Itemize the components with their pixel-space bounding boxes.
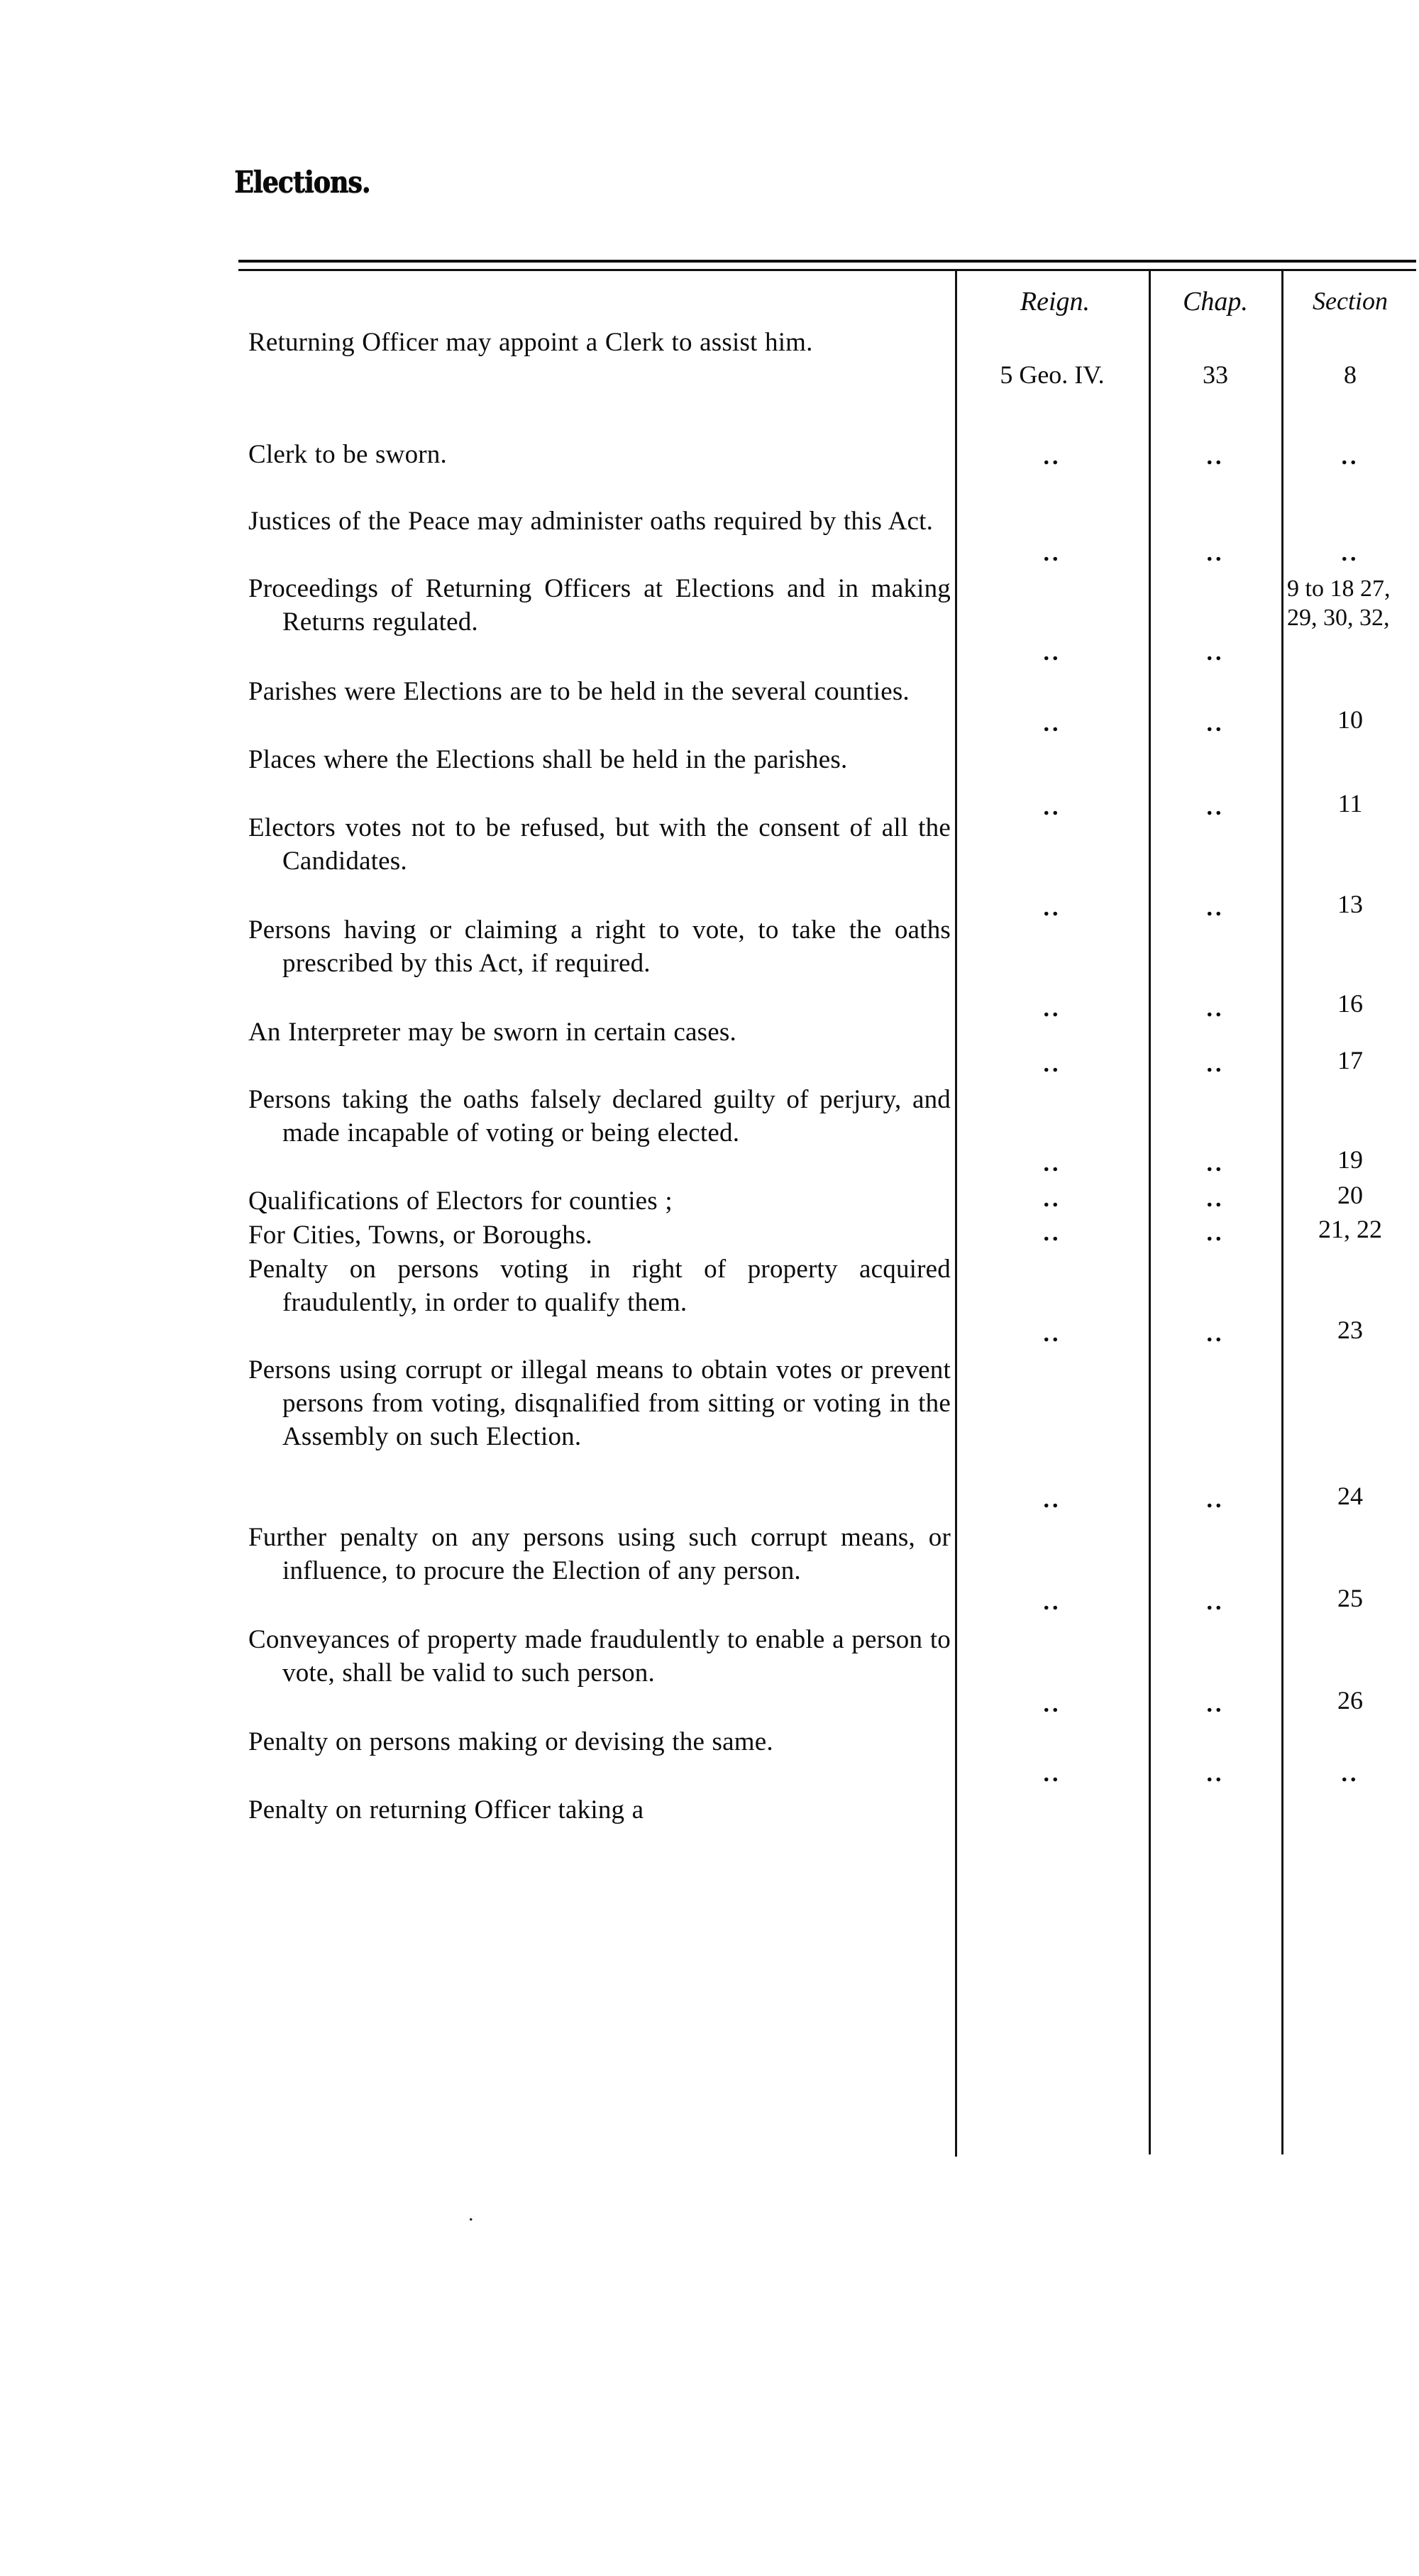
entry-description: Penalty on persons making or devising the same. <box>248 1727 773 1756</box>
entry-reign: .. <box>1043 1220 1061 1246</box>
entry-reign: .. <box>1043 639 1061 666</box>
entry-chap: .. <box>1206 444 1225 470</box>
entry-description: Penalty on returning Officer taking a <box>248 1795 644 1824</box>
entry-chap: .. <box>1206 1051 1225 1077</box>
entry-chap: .. <box>1206 710 1225 737</box>
entry-description: Clerk to be sworn. <box>248 440 447 469</box>
entry-chap: .. <box>1206 794 1225 820</box>
entry-section: 24 <box>1337 1482 1363 1510</box>
entry-chap: .. <box>1206 1691 1225 1717</box>
entry-chap: .. <box>1206 1761 1225 1787</box>
table-top-rule <box>238 260 1416 271</box>
table-row <box>238 326 955 359</box>
entry-section: .. <box>1341 1761 1359 1787</box>
entry-section: 20 <box>1337 1181 1363 1209</box>
column-header-reign: Reign. <box>1020 287 1091 317</box>
entry-section: 23 <box>1337 1316 1363 1344</box>
entry-description: Persons using corrupt or illegal means to obtain votes or prevent persons from voting, disqnalified from sitting or voting in the Assembly on such Election. <box>248 1355 951 1451</box>
entry-chap: .. <box>1206 1220 1225 1246</box>
entry-section: 11 <box>1337 789 1363 818</box>
stray-ink-mark: . <box>468 2202 474 2225</box>
entry-reign: .. <box>1043 794 1061 820</box>
entry-reign: .. <box>1043 444 1061 470</box>
table-row <box>238 505 955 538</box>
entry-section: 19 <box>1337 1145 1363 1174</box>
entry-chap: .. <box>1206 996 1225 1022</box>
entry-description: Proceedings of Returning Officers at Elections and in making Returns regulated. <box>248 574 951 637</box>
entry-reign: .. <box>1043 1051 1061 1077</box>
table-row <box>238 1521 955 1587</box>
entry-description: Parishes were Elections are to be held in the several counties. <box>248 677 910 706</box>
table-row <box>238 743 955 776</box>
entry-reign: 5 Geo. IV. <box>1000 360 1105 389</box>
entry-chap: .. <box>1206 1150 1225 1177</box>
entry-section: 10 <box>1337 705 1363 734</box>
table-row <box>238 913 955 980</box>
table-row <box>238 438 955 471</box>
entry-reign: .. <box>1043 1150 1061 1177</box>
entry-reign: .. <box>1043 1691 1061 1717</box>
entry-reign: .. <box>1043 1186 1061 1212</box>
table-row <box>238 1218 955 1252</box>
entry-reign: .. <box>1043 1487 1061 1513</box>
table-row <box>238 572 955 639</box>
entry-description: Qualifications of Electors for counties ; <box>248 1187 673 1216</box>
column-header-section: Section <box>1313 287 1388 315</box>
table-row <box>238 1015 955 1049</box>
entry-section: 9 to 18 27, 29, 30, 32, <box>1287 576 1391 631</box>
entry-description: For Cities, Towns, or Boroughs. <box>248 1221 592 1250</box>
table-row <box>238 675 955 708</box>
entry-section: 25 <box>1337 1584 1363 1612</box>
entry-section: 16 <box>1337 989 1363 1018</box>
entry-chap: .. <box>1206 895 1225 921</box>
entry-description: Electors votes not to be refused, but with the consent of all the Candidates. <box>248 813 951 876</box>
entry-reign: .. <box>1043 710 1061 737</box>
entry-section: .. <box>1341 540 1359 566</box>
table-row <box>238 1793 955 1827</box>
table-row <box>238 1083 955 1150</box>
entry-section: 17 <box>1337 1046 1363 1074</box>
table-row <box>238 811 955 878</box>
table-row <box>238 1253 955 1319</box>
entry-reign: .. <box>1043 1589 1061 1615</box>
entry-description: Returning Officer may appoint a Clerk to assist him. <box>248 328 813 357</box>
table-row <box>238 1623 955 1690</box>
entry-reign: .. <box>1043 540 1061 566</box>
entry-reign: .. <box>1043 895 1061 921</box>
entry-section: 26 <box>1337 1686 1363 1714</box>
entry-chap: .. <box>1206 639 1225 666</box>
index-table <box>238 270 1418 2158</box>
entry-description: Persons having or claiming a right to vote, to take the oaths prescribed by this Act, if required. <box>248 915 951 978</box>
entry-section: .. <box>1341 444 1359 470</box>
entry-description: An Interpreter may be sworn in certain cases. <box>248 1018 736 1047</box>
entry-section: 13 <box>1337 890 1363 918</box>
entry-chap: .. <box>1206 1186 1225 1212</box>
entry-chap: .. <box>1206 540 1225 566</box>
entry-description: Justices of the Peace may administer oaths required by this Act. <box>248 507 934 536</box>
entry-description: Further penalty on any persons using such corrupt means, or influence, to procure the Election of any person. <box>248 1523 951 1585</box>
entry-chap: 33 <box>1203 360 1228 389</box>
entry-description: Conveyances of property made fraudulently to enable a person to vote, shall be valid to such person. <box>248 1625 951 1688</box>
table-row <box>238 1353 955 1453</box>
running-head: Elections. <box>234 165 370 199</box>
column-header-chap: Chap. <box>1183 287 1248 317</box>
entry-chap: .. <box>1206 1487 1225 1513</box>
entry-reign: .. <box>1043 996 1061 1022</box>
entry-reign: .. <box>1043 1321 1061 1347</box>
entry-section: 8 <box>1344 360 1357 389</box>
entry-description: Penalty on persons voting in right of property acquired fraudulently, in order to qualify them. <box>248 1255 951 1317</box>
entry-reign: .. <box>1043 1761 1061 1787</box>
entry-section: 21, 22 <box>1318 1215 1382 1243</box>
entry-chap: .. <box>1206 1589 1225 1615</box>
entry-description: Persons taking the oaths falsely declared guilty of perjury, and made incapable of voting or being elected. <box>248 1085 951 1147</box>
entry-chap: .. <box>1206 1321 1225 1347</box>
table-row <box>238 1184 955 1218</box>
table-row <box>238 1725 955 1758</box>
entry-description: Places where the Elections shall be held in the parishes. <box>248 745 848 774</box>
